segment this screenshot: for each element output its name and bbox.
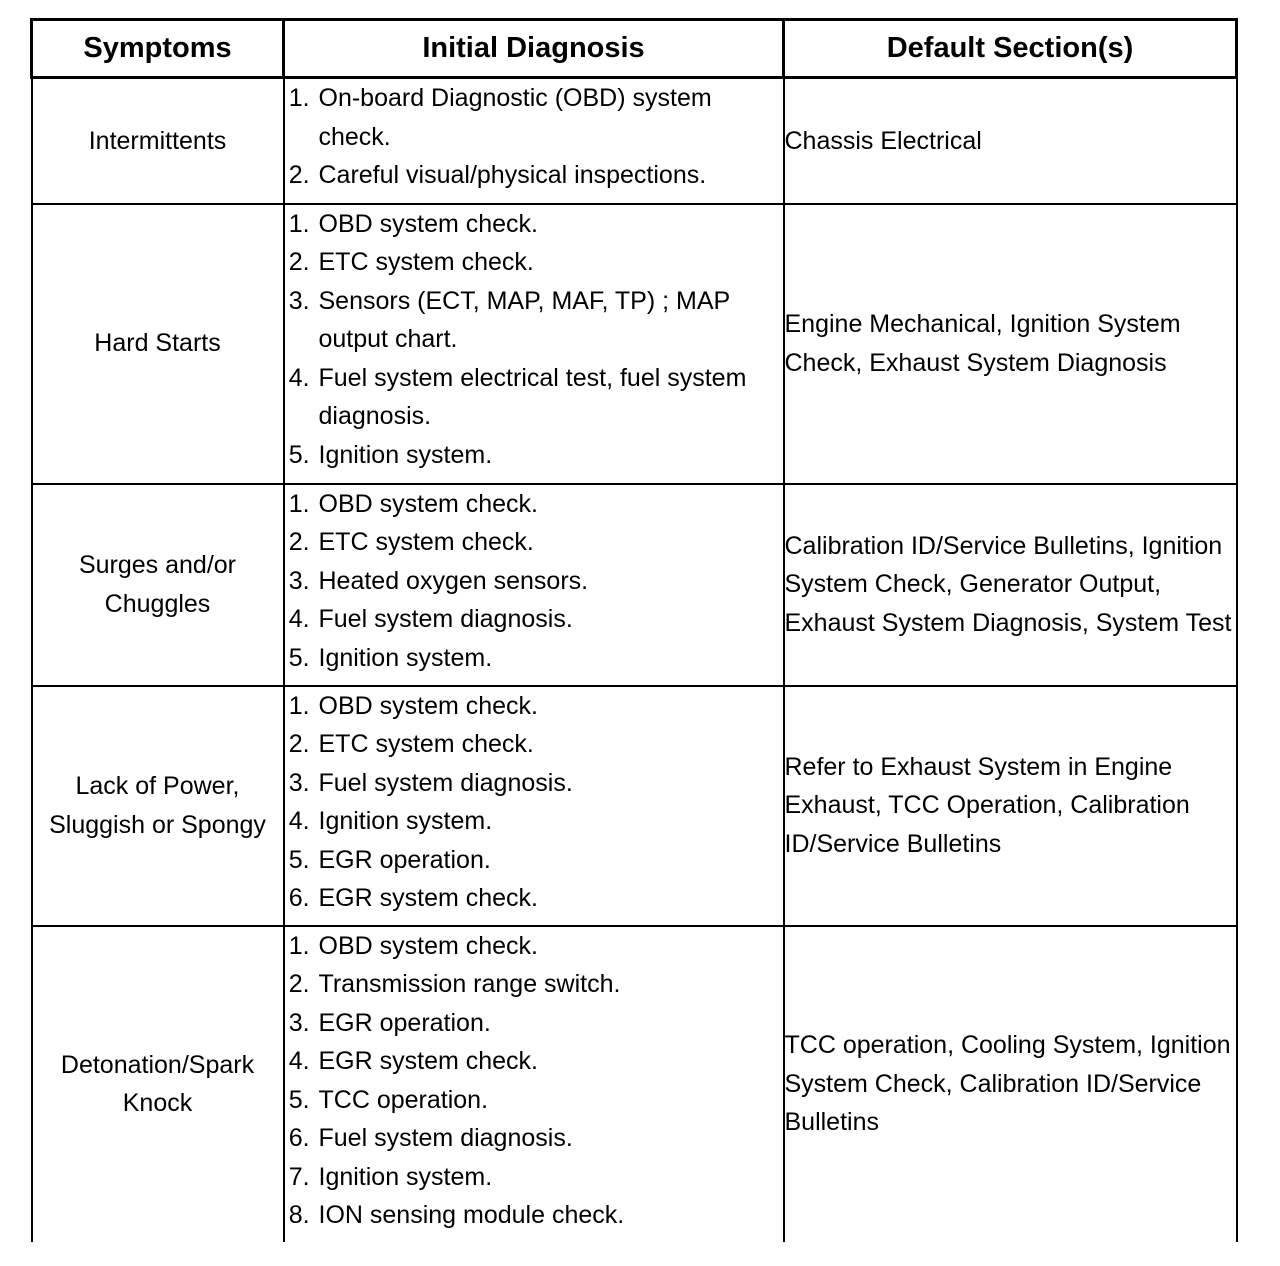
initial-diagnosis-cell: [284, 78, 784, 204]
diagnosis-step-list: [285, 927, 783, 1235]
default-section-cell: Calibration ID/Service Bulletins, Ignition System Check, Generator Output, Exhaust System Diagnosis, System Test: [784, 484, 1237, 686]
diagnosis-step-list: [285, 687, 783, 918]
table-row: [32, 926, 1237, 1242]
table-row: [32, 78, 1237, 204]
diagnosis-step: 1. OBD system check.: [317, 687, 783, 726]
diagnosis-step: 4. EGR system check.: [317, 1042, 783, 1081]
diagnosis-step: 2. ETC system check.: [317, 243, 783, 282]
symptom-cell: Detonation/Spark Knock: [32, 926, 284, 1242]
diagnosis-step: 3. Heated oxygen sensors.: [317, 562, 783, 601]
table-row: [32, 686, 1237, 926]
diagnosis-step: 8. ION sensing module check.: [317, 1196, 783, 1235]
diagnosis-step: 6. Fuel system diagnosis.: [317, 1119, 783, 1158]
initial-diagnosis-cell: [284, 204, 784, 484]
diagnosis-step: 3. Fuel system diagnosis.: [317, 764, 783, 803]
diagnosis-step: 2. Transmission range switch.: [317, 965, 783, 1004]
diagnosis-step: 6. EGR system check.: [317, 879, 783, 918]
initial-diagnosis-cell: [284, 926, 784, 1242]
diagnosis-table-container: [30, 18, 1235, 1242]
table-row: [32, 484, 1237, 686]
diagnosis-step: 7. Ignition system.: [317, 1158, 783, 1197]
diagnosis-step: 2. ETC system check.: [317, 725, 783, 764]
default-section-cell: Chassis Electrical: [784, 78, 1237, 204]
diagnosis-step: 5. EGR operation.: [317, 841, 783, 880]
default-section-cell: Engine Mechanical, Ignition System Check, Exhaust System Diagnosis: [784, 204, 1237, 484]
header-initial-diagnosis: Initial Diagnosis: [284, 20, 784, 78]
diagnosis-step-list: [285, 205, 783, 475]
diagnosis-step: 1. OBD system check.: [317, 927, 783, 966]
initial-diagnosis-cell: [284, 484, 784, 686]
diagnosis-step: 5. Ignition system.: [317, 639, 783, 678]
header-default-sections: Default Section(s): [784, 20, 1237, 78]
symptom-diagnosis-table: [30, 18, 1238, 1242]
symptom-cell: Surges and/or Chuggles: [32, 484, 284, 686]
diagnosis-step: 3. EGR operation.: [317, 1004, 783, 1043]
diagnosis-step: 4. Fuel system diagnosis.: [317, 600, 783, 639]
diagnosis-step: 5. TCC operation.: [317, 1081, 783, 1120]
diagnosis-step: 3. Sensors (ECT, MAP, MAF, TP) ; MAP output chart.: [317, 282, 783, 359]
diagnosis-step: 4. Fuel system electrical test, fuel system diagnosis.: [317, 359, 783, 436]
diagnosis-step-list: [285, 79, 783, 195]
diagnosis-step: 1. OBD system check.: [317, 205, 783, 244]
initial-diagnosis-cell: [284, 686, 784, 926]
header-symptoms: Symptoms: [32, 20, 284, 78]
table-header-row: [32, 20, 1237, 78]
default-section-cell: Refer to Exhaust System in Engine Exhaust, TCC Operation, Calibration ID/Service Bulletins: [784, 686, 1237, 926]
symptom-cell: Hard Starts: [32, 204, 284, 484]
diagnosis-step: 5. Ignition system.: [317, 436, 783, 475]
diagnosis-step: 2. Careful visual/physical inspections.: [317, 156, 783, 195]
diagnosis-step: 1. On-board Diagnostic (OBD) system check.: [317, 79, 783, 156]
symptom-cell: Intermittents: [32, 78, 284, 204]
table-row: [32, 204, 1237, 484]
symptom-cell: Lack of Power, Sluggish or Spongy: [32, 686, 284, 926]
diagnosis-step: 2. ETC system check.: [317, 523, 783, 562]
default-section-cell: TCC operation, Cooling System, Ignition System Check, Calibration ID/Service Bulletins: [784, 926, 1237, 1242]
diagnosis-step-list: [285, 485, 783, 678]
diagnosis-step: 1. OBD system check.: [317, 485, 783, 524]
diagnosis-step: 4. Ignition system.: [317, 802, 783, 841]
